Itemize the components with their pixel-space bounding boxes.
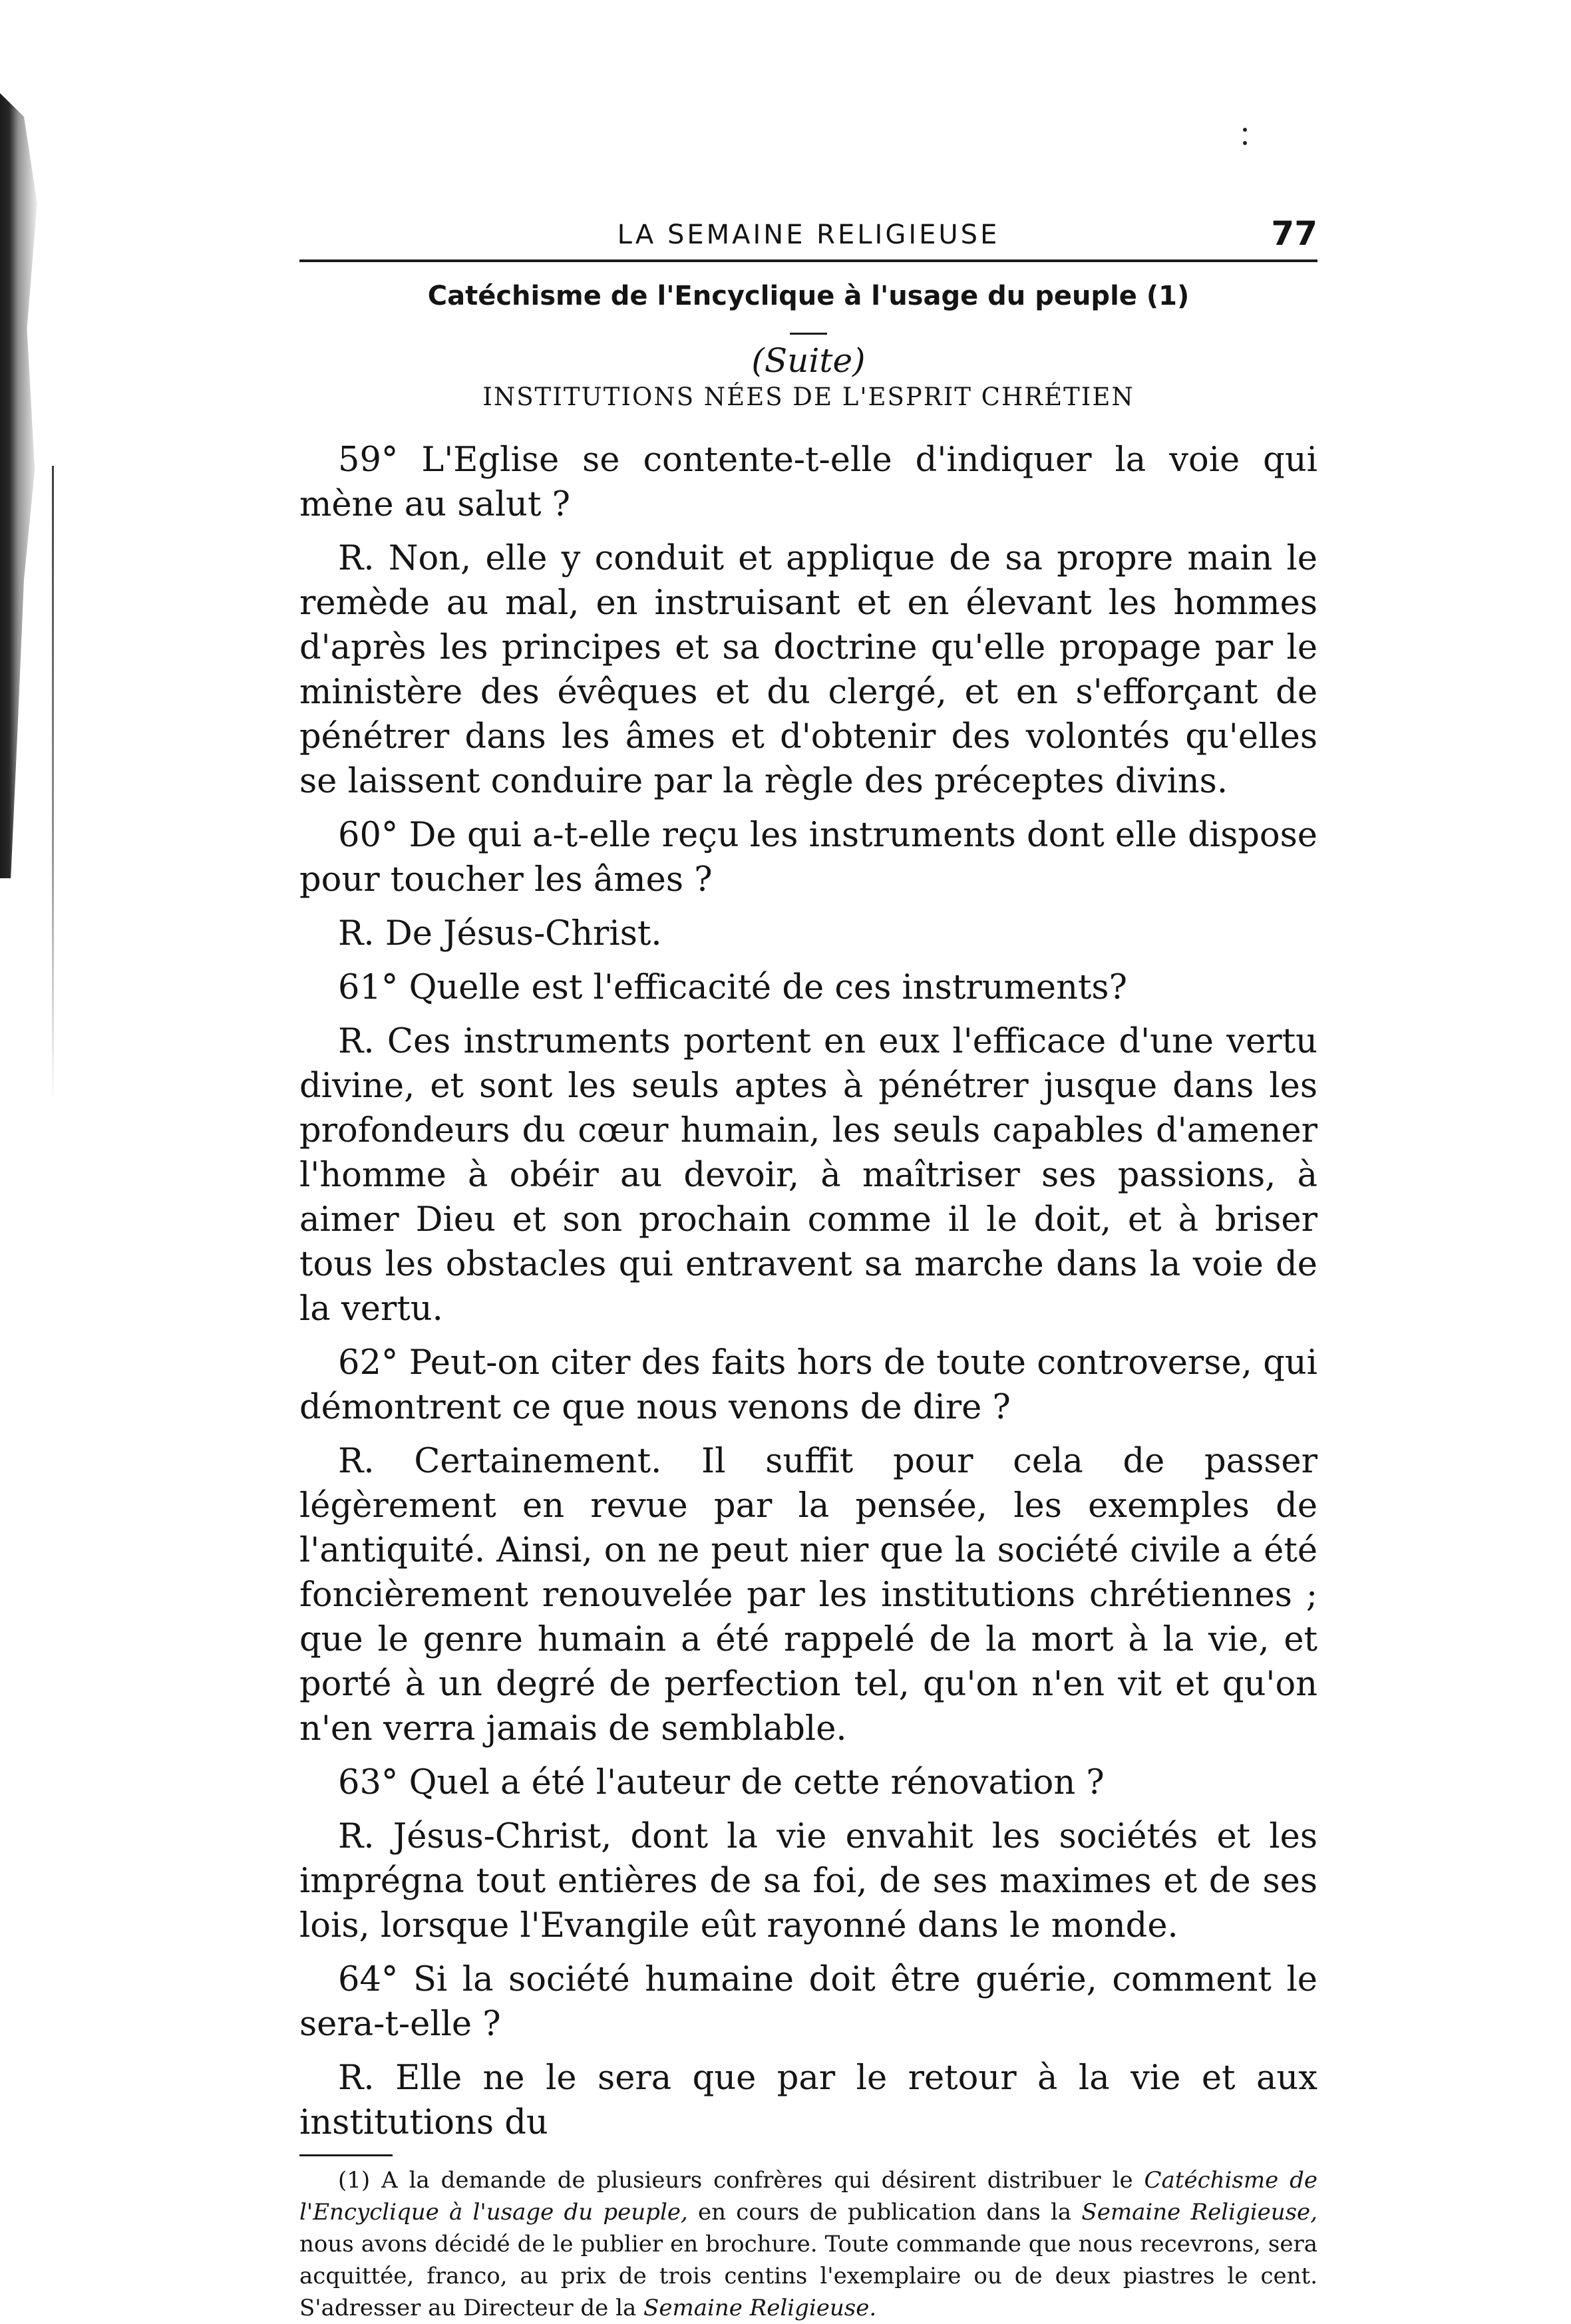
question-text: De qui a-t-elle reçu les instruments dont elle dispose pour toucher les âmes ? xyxy=(299,816,1317,900)
question-text: Quel a été l'auteur de cette rénovation ? xyxy=(409,1763,1105,1802)
answer-marker: R. xyxy=(338,1022,375,1061)
page xyxy=(299,200,1317,2324)
answer-paragraph xyxy=(299,1019,1317,1331)
footnote-title: Semaine Religieuse. xyxy=(643,2295,877,2321)
question-paragraph xyxy=(299,1957,1317,2047)
running-head xyxy=(299,200,1317,253)
question-text: Si la société humaine doit être guérie, comment le sera-t-elle ? xyxy=(299,1960,1317,2044)
question-number: 62° xyxy=(338,1343,399,1383)
answer-paragraph xyxy=(299,912,1317,956)
question-text: L'Eglise se contente-t-elle d'indiquer la voie qui mène au salut ? xyxy=(299,440,1317,524)
answer-paragraph xyxy=(299,1814,1317,1948)
answer-text: Jésus-Christ, dont la vie envahit les sociétés et les imprégna tout entières de sa foi, de ses maximes et de ses lois, lorsque l'Evangile eût rayonné dans le monde. xyxy=(299,1817,1317,1945)
footnote-title: Catéchisme de l'Encyclique à l'usage du peuple, xyxy=(299,2167,1318,2226)
footnote-text: en cours de publication dans la xyxy=(698,2199,1072,2226)
question-paragraph xyxy=(299,813,1317,902)
header-rule xyxy=(299,259,1317,262)
suite-label: (Suite) xyxy=(751,341,866,380)
answer-marker: R. xyxy=(338,1442,375,1481)
answer-paragraph xyxy=(299,2056,1317,2145)
question-paragraph xyxy=(299,1341,1317,1430)
page-number: 77 xyxy=(1271,214,1317,253)
body-text xyxy=(299,438,1317,2145)
answer-marker: R. xyxy=(338,2059,375,2098)
scan-binding-shadow xyxy=(0,93,60,878)
footnote xyxy=(299,2164,1317,2324)
question-number: 59° xyxy=(338,440,399,480)
answer-paragraph xyxy=(299,1439,1317,1751)
question-number: 60° xyxy=(338,816,399,855)
answer-paragraph xyxy=(299,536,1317,804)
question-text: Quelle est l'efficacité de ces instruments? xyxy=(409,968,1127,1007)
answer-marker: R. xyxy=(338,914,375,953)
stray-mark xyxy=(1243,128,1247,132)
title-divider xyxy=(790,333,827,335)
answer-text: Certainement. Il suffit pour cela de passer légèrement en revue par la pensée, les exemples de l'antiquité. Ainsi, on ne peut nier que la société civile a été foncièrement renouvelée par les institutions chrétiennes ; que le genre humain a été rappelé de la mort à la vie, et porté à un degré de perfection tel, qu'on n'en vit et qu'on n'en verra jamais de semblable. xyxy=(299,1442,1317,1748)
running-title: LA SEMAINE RELIGIEUSE xyxy=(617,220,1000,250)
answer-text: Non, elle y conduit et applique de sa propre main le remède au mal, en instruisant et en élevant les hommes d'après les principes et sa doctrine qu'elle propage par le ministère des évêques et du clergé, et en s'efforçant de pénétrer dans les âmes et d'obtenir des volontés qu'elles se laissent conduire par la règle des préceptes divins. xyxy=(299,539,1317,801)
footnote-text: nous avons décidé de le publier en brochure. Toute commande que nous recevrons, sera acquittée, franco, au prix de trois centins l'exemplaire ou de deux piastres le cent. S'adresser au Directeur de la xyxy=(299,2231,1317,2321)
scan-edge-line xyxy=(52,466,54,1104)
footnote-title: Semaine Religieuse, xyxy=(1081,2199,1317,2226)
question-number: 61° xyxy=(338,968,399,1007)
question-paragraph xyxy=(299,438,1317,527)
stray-mark xyxy=(1243,141,1247,145)
answer-text: De Jésus-Christ. xyxy=(385,914,662,953)
footnote-marker: (1) xyxy=(338,2167,371,2194)
question-number: 64° xyxy=(338,1960,399,1999)
section-heading: INSTITUTIONS NÉES DE L'ESPRIT CHRÉTIEN xyxy=(482,383,1135,411)
answer-text: Ces instruments portent en eux l'efficace d'une vertu divine, et sont les seuls aptes à pénétrer jusque dans les profondeurs du cœur humain, les seuls capables d'amener l'homme à obéir au devoir, à maîtriser ses passions, à aimer Dieu et son prochain comme il le doit, et à briser tous les obstacles qui entravent sa marche dans la voie de la vertu. xyxy=(299,1022,1317,1329)
article-title: Catéchisme de l'Encyclique à l'usage du peuple (1) xyxy=(427,281,1190,311)
footnote-text: A la demande de plusieurs confrères qui désirent distribuer le xyxy=(381,2167,1133,2194)
answer-marker: R. xyxy=(338,1817,375,1856)
question-paragraph xyxy=(299,1760,1317,1805)
answer-marker: R. xyxy=(338,539,375,578)
answer-text: Elle ne le sera que par le retour à la vie et aux institutions du xyxy=(299,2059,1317,2142)
question-paragraph xyxy=(299,965,1317,1010)
footnote-rule xyxy=(299,2154,393,2156)
question-number: 63° xyxy=(338,1763,399,1802)
question-text: Peut-on citer des faits hors de toute controverse, qui démontrent ce que nous venons de dire ? xyxy=(299,1343,1317,1427)
